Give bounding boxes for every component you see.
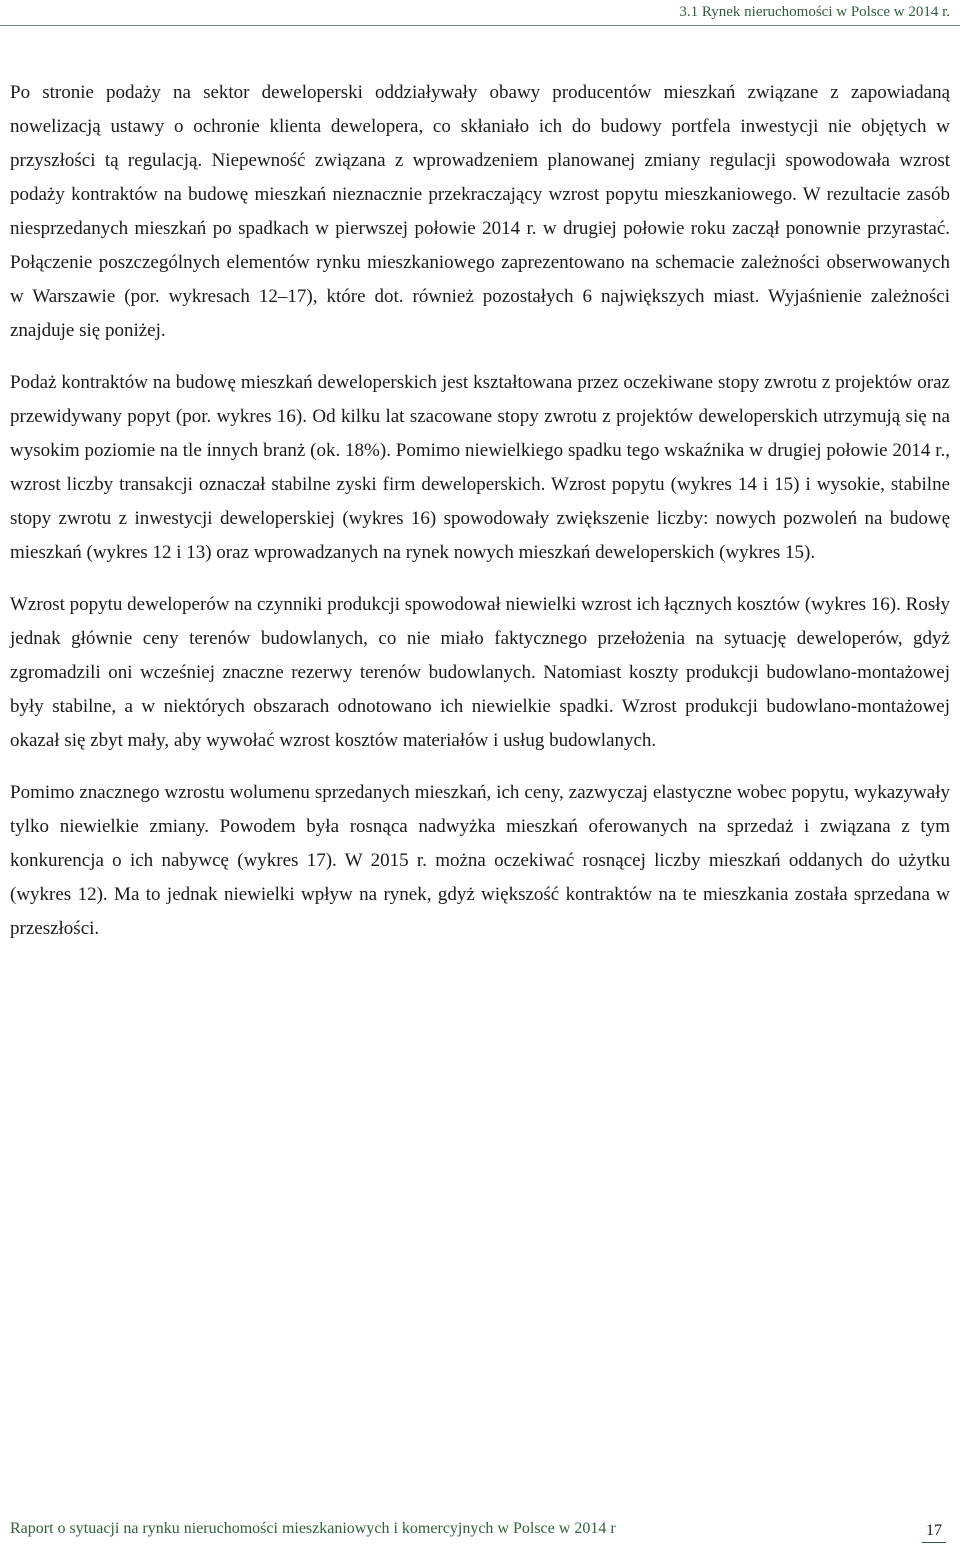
section-title: 3.1 Rynek nieruchomości w Polsce w 2014 r. — [679, 4, 950, 20]
paragraph-supply: Po stronie podaży na sektor deweloperski oddziaływały obawy producentów mieszkań związane z zapowiadaną nowelizacją ustawy o ochronie klienta dewelopera, co skłaniało ich do budowy portfela inwestycji nie objętych w przyszłości tą regulacją. Niepewność związana z wprowadzeniem planowanej zmiany regulacji spowodowała wzrost podaży kontraktów na budowę mieszkań nieznacznie przekraczający wzrost popytu mieszkaniowego. W rezultacie zasób niesprzedanych mieszkań po spadkach w pierwszej połowie 2014 r. w drugiej połowie roku zaczął ponownie przyrastać. Połączenie poszczególnych elementów rynku mieszkaniowego zaprezentowano na schemacie zależności obserwowanych w Warszawie (por. wykresach 12–17), które dot. również pozostałych 6 największych miast. Wyjaśnienie zależności znajduje się poniżej. — [10, 82, 950, 341]
paragraph-prices: Pomimo znacznego wzrostu wolumenu sprzedanych mieszkań, ich ceny, zazwyczaj elastyczne wobec popytu, wykazywały tylko niewielkie zmiany. Powodem była rosnąca nadwyżka mieszkań oferowanych na sprzedaż i związana z tym konkurencja o ich nabywcę (wykres 17). W 2015 r. można oczekiwać rosnącej liczby mieszkań oddanych do użytku (wykres 12). Ma to jednak niewielki wpływ na rynek, gdyż większość kontraktów na te mieszkania została sprzedana w przeszłości. — [10, 782, 950, 939]
report-title: Raport o sytuacji na rynku nieruchomości mieszkaniowych i komercyjnych w Polsce w 2014 r — [10, 1520, 616, 1537]
page-number: 17 — [922, 1522, 946, 1543]
header-divider — [0, 25, 960, 26]
document-body — [10, 76, 950, 964]
paragraph-contracts: Podaż kontraktów na budowę mieszkań deweloperskich jest kształtowana przez oczekiwane stopy zwrotu z projektów oraz przewidywany popyt (por. wykres 16). Od kilku lat szacowane stopy zwrotu z projektów deweloperskich utrzymują się na wysokim poziomie na tle innych branż (ok. 18%). Pomimo niewielkiego spadku tego wskaźnika w drugiej połowie 2014 r., wzrost liczby transakcji oznaczał stabilne zyski firm deweloperskich. Wzrost popytu (wykres 14 i 15) i wysokie, stabilne stopy zwrotu z inwestycji deweloperskiej (wykres 16) spowodowały zwiększenie liczby: nowych pozwoleń na budowę mieszkań (wykres 12 i 13) oraz wprowadzanych na rynek nowych mieszkań deweloperskich (wykres 15). — [10, 372, 950, 563]
page-footer — [0, 1510, 960, 1550]
paragraph-costs: Wzrost popytu deweloperów na czynniki produkcji spowodował niewielki wzrost ich łącznych kosztów (wykres 16). Rosły jednak głównie ceny terenów budowlanych, co nie miało faktycznego przełożenia na sytuację deweloperów, gdyż zgromadzili oni wcześniej znaczne rezerwy terenów budowlanych. Natomiast koszty produkcji budowlano-montażowej były stabilne, a w niektórych obszarach odnotowano ich niewielkie spadki. Wzrost produkcji budowlano-montażowej okazał się zbyt mały, aby wywołać wzrost kosztów materiałów i usług budowlanych. — [10, 594, 950, 751]
page-header — [0, 0, 960, 26]
